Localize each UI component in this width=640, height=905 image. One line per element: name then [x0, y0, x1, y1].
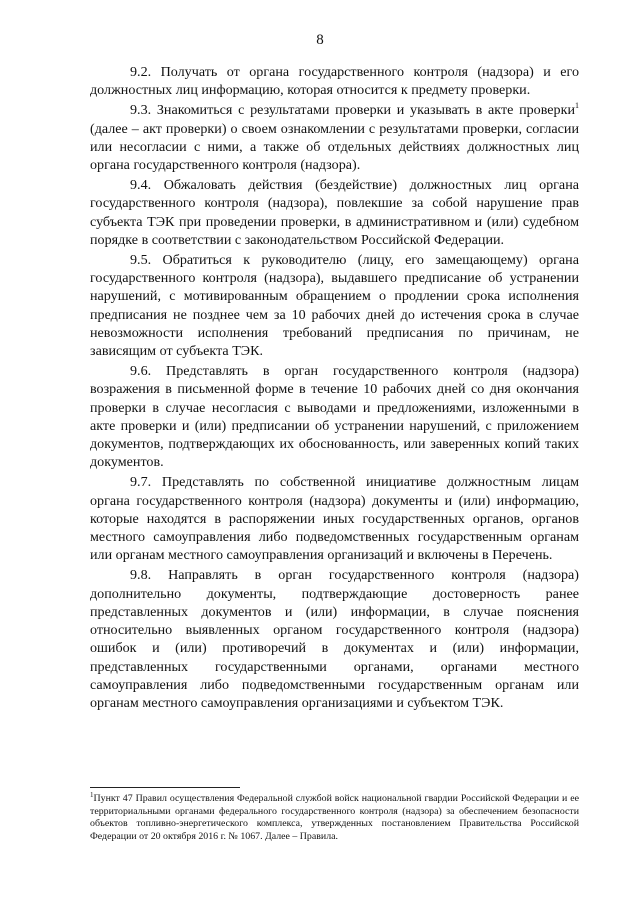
page-number: 8 [316, 32, 324, 48]
paragraph-9-7: 9.7. Представлять по собственной инициативе должностным лицам органа государственного контроля (надзора) документы и (или) информацию, которые находятся в распоряжении иных государственных органов, органов местного самоуправления либо подведомственных государственным органам или органам местного самоуправления организаций и включены в Перечень. [90, 474, 579, 564]
document-body [90, 63, 579, 712]
paragraph-9-2: 9.2. Получать от органа государственного контроля (надзора) и его должностных лиц информацию, которая относится к предмету проверки. [90, 64, 579, 99]
footnote-reference: 1 [575, 101, 579, 111]
paragraph-9-5: 9.5. Обратиться к руководителю (лицу, его замещающему) органа государственного контроля (надзора), выдавшего предписание об устранении нарушений, с мотивированным обращением о продлении срока исполнения предписания не позднее чем за 10 рабочих дней до истечения срока в случае невозможности исполнения требований предписания по причинам, не зависящим от субъекта ТЭК. [90, 252, 579, 360]
paragraph-9-3 [90, 101, 579, 174]
paragraph-9-3-text-end: (далее – акт проверки) о своем ознакомлении с результатами проверки, согласии или несогласии с ними, а также об отдельных действиях должностных лиц органа государственного контроля (надзора). [90, 120, 579, 174]
paragraph-9-8: 9.8. Направлять в орган государственного контроля (надзора) дополнительно документы, подтверждающие достоверность ранее представленных документов и (или) информации, в случае пояснения относительно выявленных органом государственного контроля (надзора) ошибок и (или) противоречий в документах и (или) информации, представленных государственными органами, органами местного самоуправления либо подведомственными государственным органам или органам местного самоуправления организациями и субъектом ТЭК. [90, 567, 579, 711]
paragraph-9-4: 9.4. Обжаловать действия (бездействие) должностных лиц органа государственного контроля (надзора), повлекшие за собой нарушение прав субъекта ТЭК при проведении проверки, в административном и (или) судебном порядке в соответствии с законодательством Российской Федерации. [90, 177, 579, 248]
footnote-marker: 1 [90, 791, 94, 799]
footnote [90, 793, 579, 843]
footnote-text: Пункт 47 Правил осуществления Федеральной службой войск национальной гвардии Российской Федерации и ее территориальными органами федерального государственного контроля (надзора) за обеспечением безопасности объектов топливно-энергетического комплекса, утвержденных постановлением Правительства Российской Федерации от 20 октября 2016 г. № 1067. Далее – Правила. [90, 793, 579, 842]
paragraph-9-3-text-start: 9.3. Знакомиться с результатами проверки и указывать в акте проверки [130, 102, 575, 119]
paragraph-9-6: 9.6. Представлять в орган государственного контроля (надзора) возражения в письменной форме в течение 10 рабочих дней со дня окончания проверки в случае несогласия с выводами и предложениями, изложенными в акте проверки и (или) предписании об устранении нарушений, с приложением документов, подтверждающих их обоснованность, или заверенных копий таких документов. [90, 363, 579, 471]
footnote-separator [90, 787, 240, 788]
